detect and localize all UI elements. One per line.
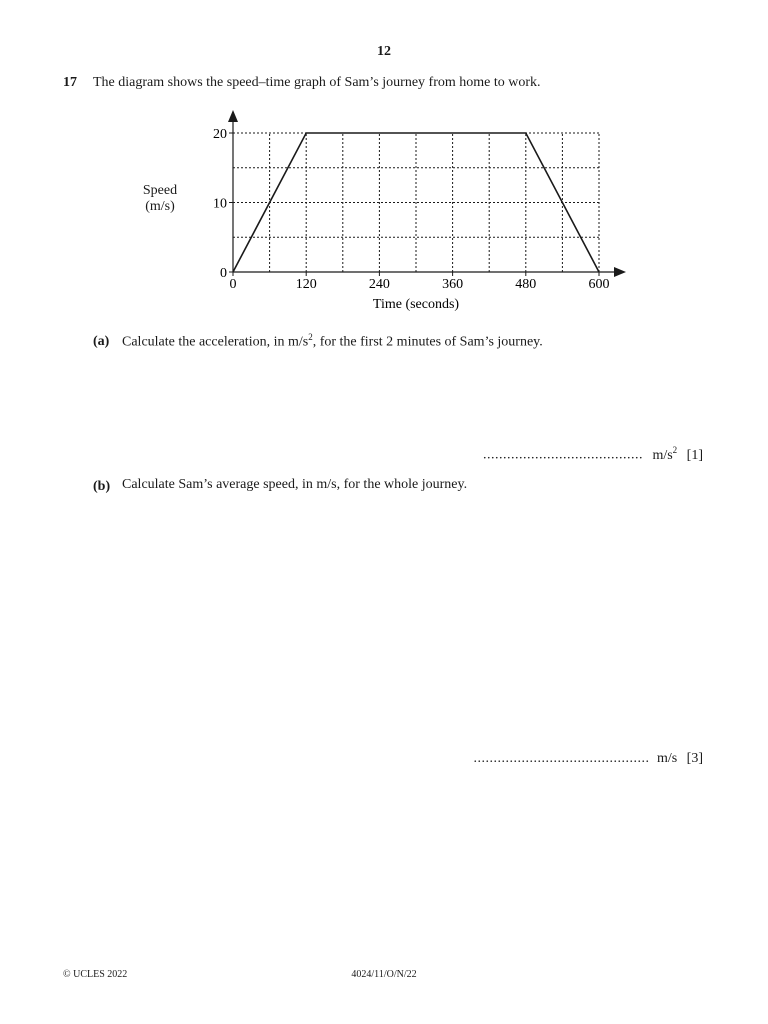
part-a-unit-superscript: 2 [672,445,678,455]
page-number: 12 [377,44,391,59]
footer-code: 4024/11/O/N/22 [351,969,417,980]
y-axis-arrow [228,110,238,122]
part-a-superscript: 2 [308,332,313,342]
part-b-label: (b) [93,479,111,494]
axes [228,110,626,277]
y-tick-label: 20 [213,127,227,142]
y-tick-label: 0 [220,266,227,281]
x-tick-label: 240 [368,277,390,292]
part-a-text [122,332,543,351]
question-text: The diagram shows the speed–time graph of Sam’s journey from home to work. [93,75,541,90]
part-a-marks: [1] [686,447,703,463]
part-a-label: (a) [93,334,110,349]
footer-copyright: © UCLES 2022 [63,969,128,980]
y-axis-label-line2: (m/s) [145,199,175,214]
y-tick-label: 10 [213,196,227,212]
part-a [93,332,109,350]
y-axis-label-line1: Speed [142,183,178,198]
part-b-answer-line [473,751,703,767]
x-tick-label: 600 [588,277,610,292]
part-a-unit: m/s [652,447,673,463]
part-a-answer-dots[interactable]: ........................................ [482,447,643,463]
part-a-text-main: Calculate the acceleration, in m/s [122,334,309,350]
x-tick-label: 480 [515,277,537,292]
part-b-text: Calculate Sam’s average speed, in m/s, for the whole journey. [122,477,468,492]
x-axis-label: Time (seconds) [372,297,460,312]
grid [233,133,599,272]
part-a-text-end: , for the first 2 minutes of Sam’s journey. [312,334,543,350]
x-tick-label: 360 [442,277,464,292]
x-axis-arrow [614,267,626,277]
part-b-answer-dots[interactable]: ............................................ [473,751,650,766]
part-b-marks: [3] [686,751,703,766]
part-b [93,477,110,495]
part-a-answer-line [483,445,703,464]
x-tick-label: 120 [295,277,317,292]
speed-time-graph [0,0,768,330]
tick-labels [213,127,610,292]
question-number: 17 [63,75,77,90]
part-b-unit: m/s [656,751,678,766]
x-tick-label: 0 [229,277,237,292]
